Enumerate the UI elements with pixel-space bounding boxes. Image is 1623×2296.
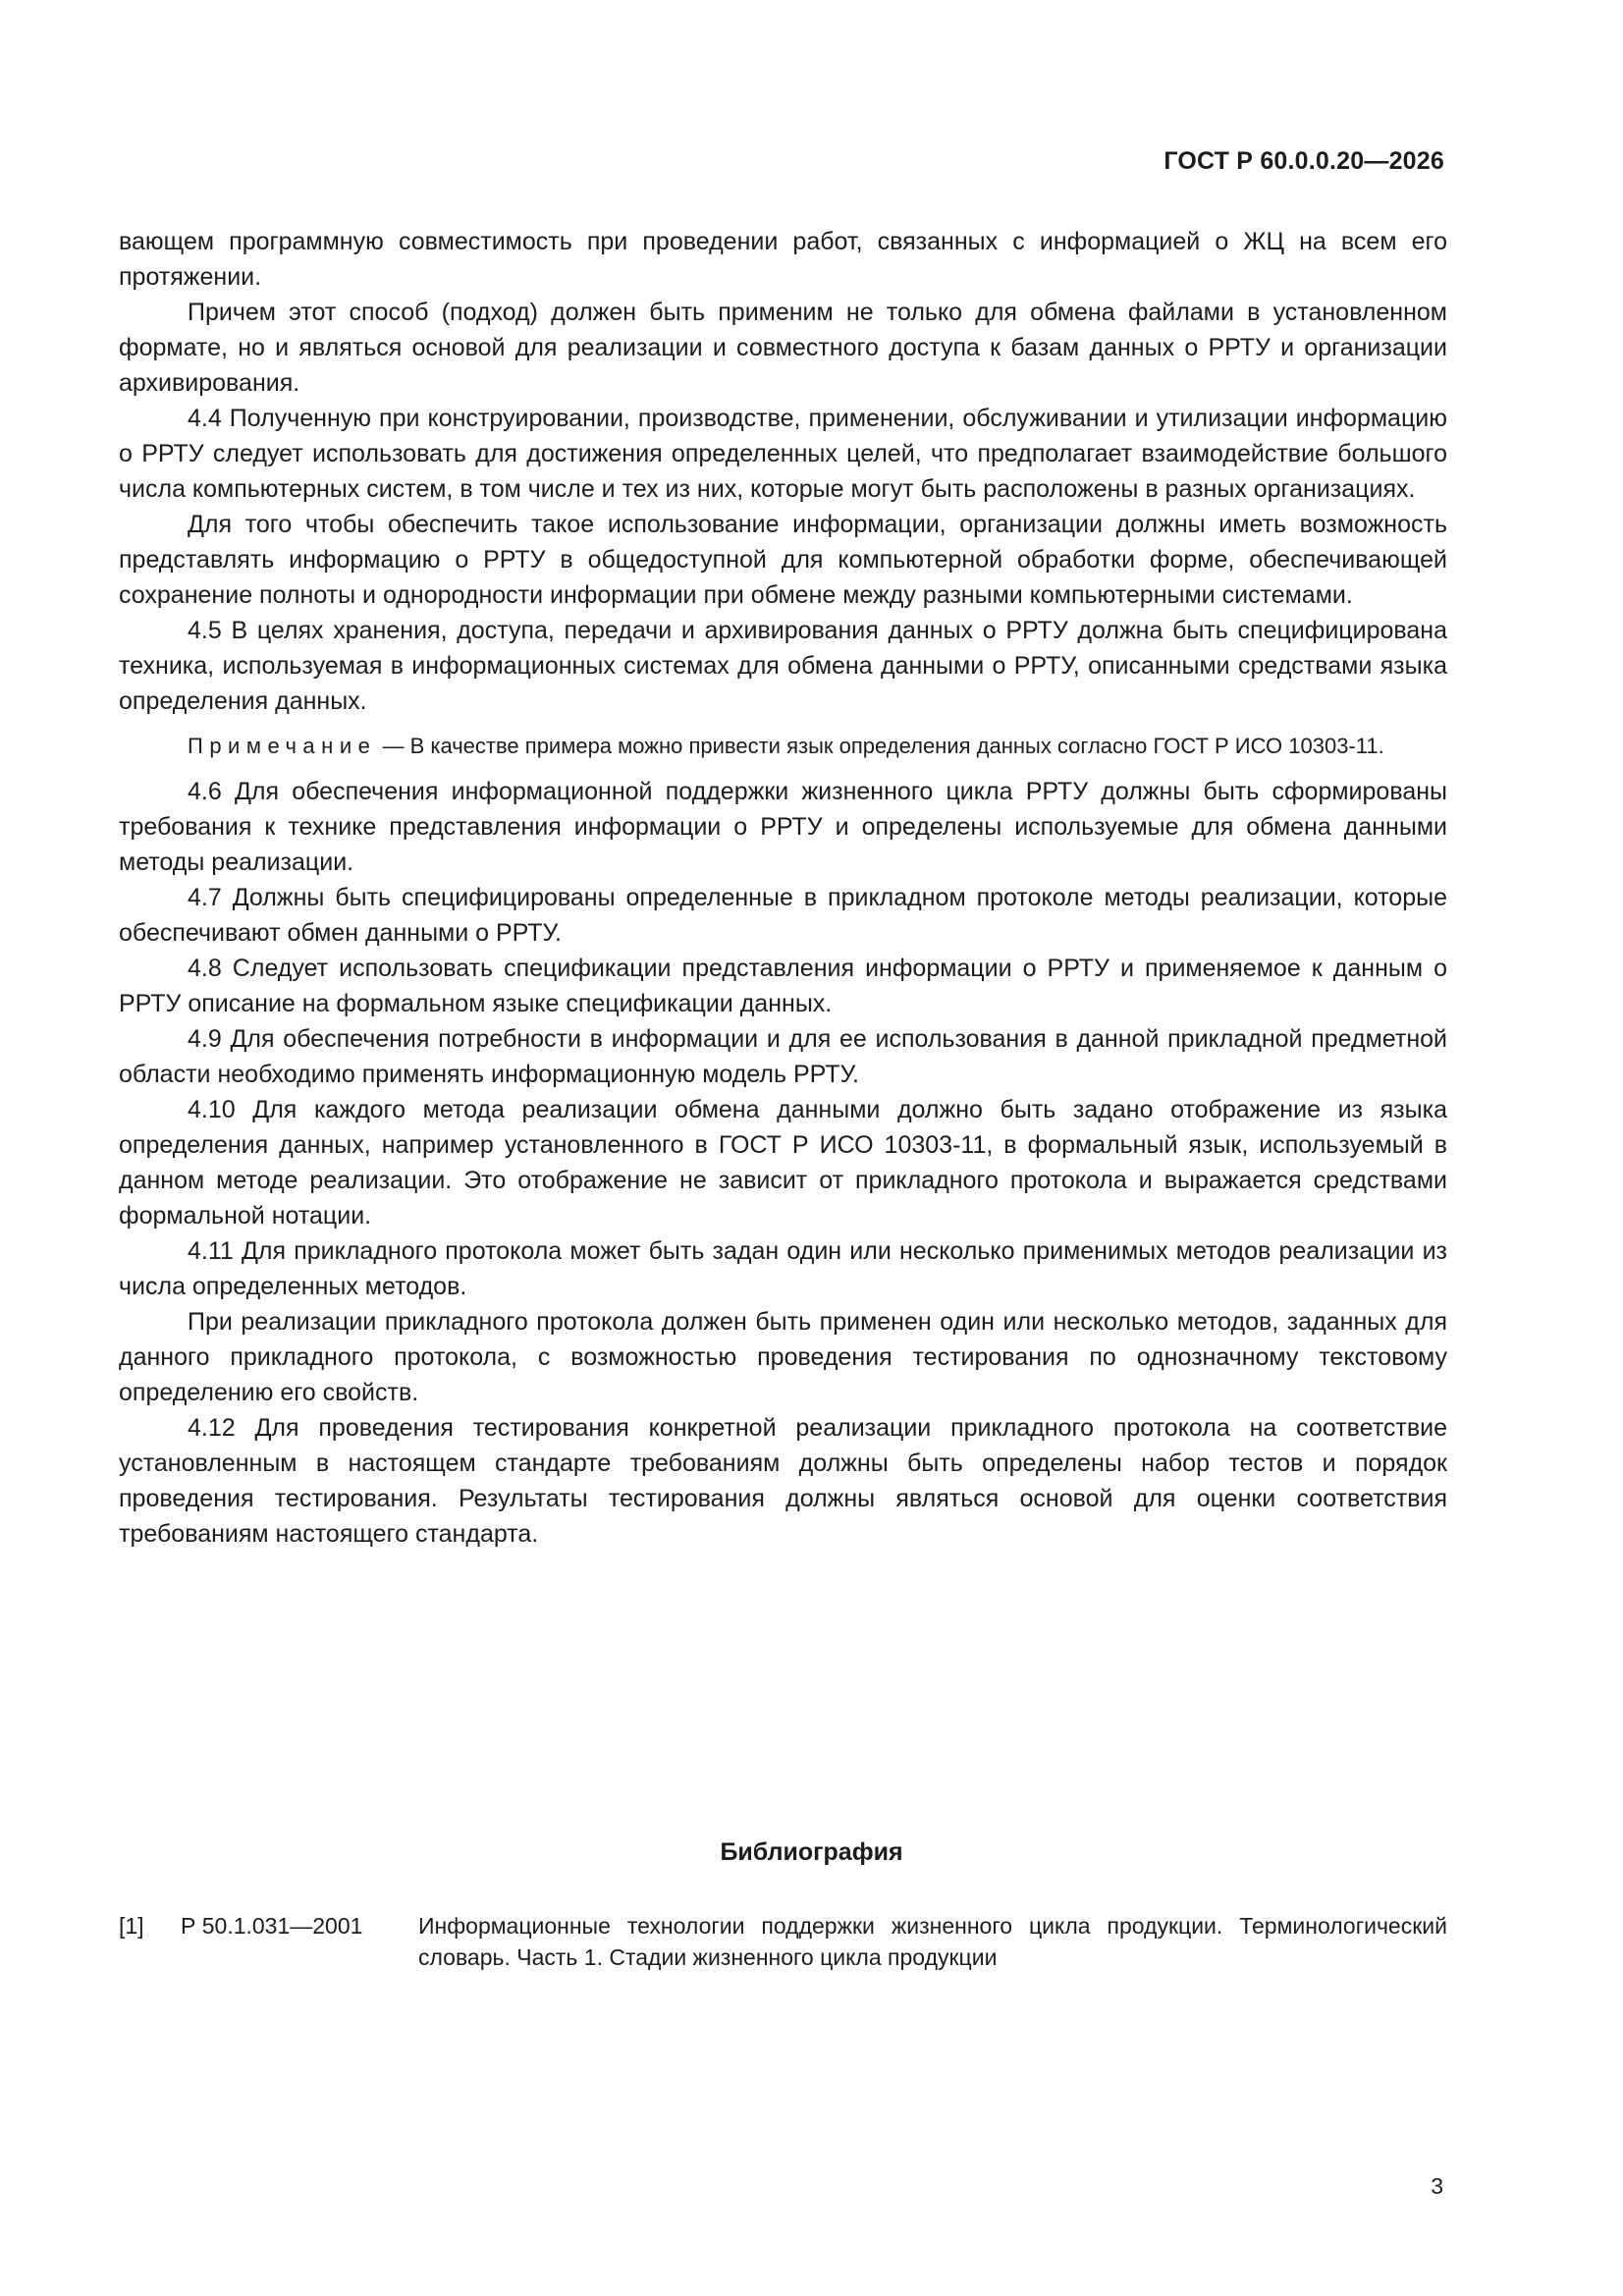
paragraph-4-8: 4.8 Следует использовать спецификации представления информации о РРТУ и применяемое к данным о РРТУ описание на формальном языке спецификации данных. [119, 955, 1447, 1017]
document-body [119, 224, 1447, 1552]
document-number-header: ГОСТ Р 60.0.0.20—2026 [1163, 147, 1444, 175]
bibliography-entry-number: [1] [119, 1913, 144, 1939]
note-label: Примечание [188, 734, 377, 758]
paragraph-4-4: 4.4 Полученную при конструировании, производстве, применении, обслуживании и утилизации информацию о РРТУ следует использовать для достижения определенных целей, что предполагает взаимодействие большого числа компьютерных систем, в том числе и тех из них, которые могут быть расположены в разных организациях. [119, 405, 1447, 503]
paragraph-4-7: 4.7 Должны быть специфицированы определенные в прикладном протоколе методы реализации, которые обеспечивают обмен данными о РРТУ. [119, 884, 1447, 947]
paragraph-4-11: 4.11 Для прикладного протокола может быть задан один или несколько применимых методов реализации из числа определенных методов. [119, 1237, 1447, 1300]
note-text: — В качестве примера можно привести язык определения данных согласно ГОСТ Р ИСО 10303-11. [376, 734, 1384, 758]
paragraph-4-6: 4.6 Для обеспечения информационной поддержки жизненного цикла РРТУ должны быть сформированы требования к технике представления информации о РРТУ и определены используемые для обмена данными методы реализации. [119, 778, 1447, 876]
page-number: 3 [1431, 2173, 1443, 2199]
paragraph-4-5: 4.5 В целях хранения, доступа, передачи и архивирования данных о РРТУ должна быть специфицирована техника, используемая в информационных системах для обмена данными о РРТУ, описанными средствами языка определения данных. [119, 617, 1447, 715]
paragraph: При реализации прикладного протокола должен быть применен один или несколько методов, заданных для данного прикладного протокола, с возможностью проведения тестирования по однозначному текстовому определению его свойств. [119, 1308, 1447, 1406]
bibliography-entry-description: Информационные технологии поддержки жизненного цикла продукции. Терминологический словарь. Часть 1. Стадии жизненного цикла продукции [418, 1913, 1447, 1970]
paragraph: Для того чтобы обеспечить такое использование информации, организации должны иметь возможность представлять информацию о РРТУ в общедоступной для компьютерной обработки форме, обеспечивающей сохранение полноты и однородности информации при обмене между разными компьютерными системами. [119, 511, 1447, 609]
bibliography-title: Библиография [720, 1838, 903, 1866]
paragraph-4-10: 4.10 Для каждого метода реализации обмена данными должно быть задано отображение из языка определения данных, например установленного в ГОСТ Р ИСО 10303-11, в формальный язык, используемый в данном методе реализации. Это отображение не зависит от прикладного протокола и выражается средствами формальной нотации. [119, 1096, 1447, 1230]
paragraph-4-9: 4.9 Для обеспечения потребности в информации и для ее использования в данной прикладной предметной области необходимо применять информационную модель РРТУ. [119, 1025, 1447, 1088]
bibliography-entry-code: Р 50.1.031—2001 [181, 1913, 363, 1939]
paragraph-4-12: 4.12 Для проведения тестирования конкретной реализации прикладного протокола на соответствие установленным в настоящем стандарте требованиям должны быть определены набор тестов и порядок проведения тестирования. Результаты тестирования должны являться основой для оценки соответствия требованиям настоящего стандарта. [119, 1414, 1447, 1548]
note [119, 731, 1447, 762]
paragraph-continuation: вающем программную совместимость при проведении работ, связанных с информацией о ЖЦ на всем его протяжении. [119, 228, 1447, 291]
paragraph: Причем этот способ (подход) должен быть применим не только для обмена файлами в установленном формате, но и являться основой для реализации и совместного доступа к базам данных о РРТУ и организации архивирования. [119, 299, 1447, 397]
